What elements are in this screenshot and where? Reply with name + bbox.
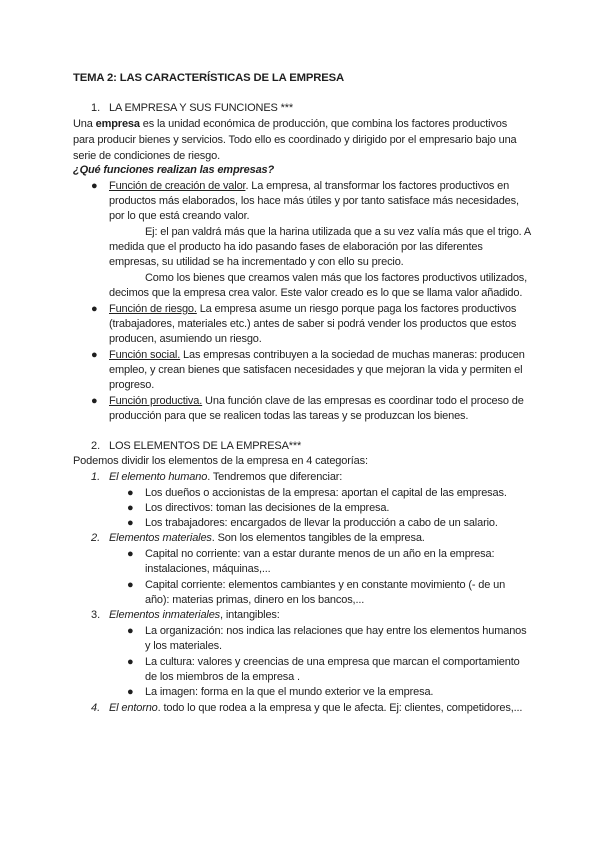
element-1-item-3: Los trabajadores: encargados de llevar la producción a cabo de un salario. [145, 517, 498, 529]
section-2-heading: LOS ELEMENTOS DE LA EMPRESA*** [109, 440, 302, 452]
element-1-item-1: Los dueños o accionistas de la empresa: aportan el capital de las empresas. [145, 487, 507, 499]
element-2-item-2-line-2: año): materias primas, dinero en los bancos,... [145, 594, 365, 606]
element-1-number: 1. [91, 471, 101, 483]
section-1-number: 1. [91, 102, 101, 114]
s1-intro-line-3: serie de condiciones de riesgo. [73, 150, 220, 162]
bullet-icon: ● [127, 625, 134, 637]
bullet-icon: ● [127, 656, 134, 668]
example-line-3: empresas, su utilidad se ha incrementado y con ello su precio. [109, 256, 404, 268]
example-line-2: medida que el producto ha ido pasando fases de elaboración por las diferentes [109, 241, 483, 253]
example-line-5: decimos que la empresa crea valor. Este valor creado es lo que se llama valor añadido. [109, 287, 523, 299]
function-2-line-3: producen, asumiendo un riesgo. [109, 333, 262, 345]
element-2-item-2-line-1: Capital corriente: elementos cambiantes y en constante movimiento (- de un [145, 579, 506, 591]
element-3-line: Elementos inmateriales, intangibles: [109, 609, 280, 621]
function-2-line-2: (trabajadores, materiales etc.) antes de saber si podrá vender los productos que estos [109, 318, 517, 330]
element-1-line: El elemento humano. Tendremos que diferenciar: [109, 471, 343, 483]
bullet-icon: ● [127, 579, 134, 591]
element-2-item-1-line-1: Capital no corriente: van a estar durante menos de un año en la empresa: [145, 548, 495, 560]
function-4-line-2: producción para que se realicen todas las tareas y se produzcan los bienes. [109, 410, 469, 422]
function-2-line-1: Función de riesgo. La empresa asume un riesgo porque paga los factores productivos [109, 303, 517, 315]
element-4-line: El entorno. todo lo que rodea a la empresa y que le afecta. Ej: clientes, competidores,... [109, 702, 523, 714]
function-3-line-3: progreso. [109, 379, 155, 391]
element-2-number: 2. [91, 532, 101, 544]
element-3-number: 3. [91, 609, 101, 621]
bullet-icon: ● [127, 517, 134, 529]
example-line-1: Ej: el pan valdrá más que la harina utilizada que a su vez valía más que el trigo. A [145, 226, 532, 238]
bullet-icon: ● [91, 395, 98, 407]
section-1-heading: LA EMPRESA Y SUS FUNCIONES *** [109, 102, 293, 114]
element-3-item-1-line-1: La organización: nos indica las relaciones que hay entre los elementos humanos [145, 625, 527, 637]
bullet-icon: ● [91, 303, 98, 315]
element-2-line: Elementos materiales. Son los elementos tangibles de la empresa. [109, 532, 425, 544]
example-line-4: Como los bienes que creamos valen más que los factores productivos utilizados, [145, 272, 528, 284]
s2-intro: Podemos dividir los elementos de la empresa en 4 categorías: [73, 455, 368, 467]
s1-intro-line-2: para producir bienes y servicios. Todo ello es coordinado y dirigido por el empresario bajo una [73, 134, 517, 146]
element-3-item-2-line-1: La cultura: valores y creencias de una empresa que marcan el comportamiento [145, 656, 520, 668]
element-3-item-3: La imagen: forma en la que el mundo exterior ve la empresa. [145, 686, 434, 698]
functions-question: ¿Qué funciones realizan las empresas? [73, 164, 275, 176]
function-4-line-1: Función productiva. Una función clave de las empresas es coordinar todo el proceso de [109, 395, 524, 407]
element-3-item-1-line-2: y los materiales. [145, 640, 222, 652]
s1-intro-line-1: Una empresa es la unidad económica de producción, que combina los factores productivos [73, 118, 508, 130]
element-4-number: 4. [91, 702, 101, 714]
bullet-icon: ● [127, 686, 134, 698]
function-1-line-1: Función de creación de valor. La empresa, al transformar los factores productivos en [109, 180, 510, 192]
element-3-item-2-line-2: de los miembros de la empresa . [145, 671, 300, 683]
function-3-line-2: empleo, y crean bienes que satisfacen necesidades y que mejoran la vida y permiten el [109, 364, 523, 376]
document-title: TEMA 2: LAS CARACTERÍSTICAS DE LA EMPRESA [73, 72, 345, 84]
element-2-item-1-line-2: instalaciones, máquinas,... [145, 563, 271, 575]
function-1-line-2: productos más elaborados, los hace más útiles y por tanto satisface más necesidades, [109, 195, 519, 207]
function-3-line-1: Función social. Las empresas contribuyen a la sociedad de muchas maneras: producen [109, 349, 525, 361]
section-2-number: 2. [91, 440, 101, 452]
bullet-icon: ● [91, 349, 98, 361]
bullet-icon: ● [127, 548, 134, 560]
function-1-line-3: por lo que está creando valor. [109, 210, 250, 222]
bullet-icon: ● [127, 502, 134, 514]
element-1-item-2: Los directivos: toman las decisiones de la empresa. [145, 502, 390, 514]
bullet-icon: ● [127, 487, 134, 499]
bullet-icon: ● [91, 180, 98, 192]
